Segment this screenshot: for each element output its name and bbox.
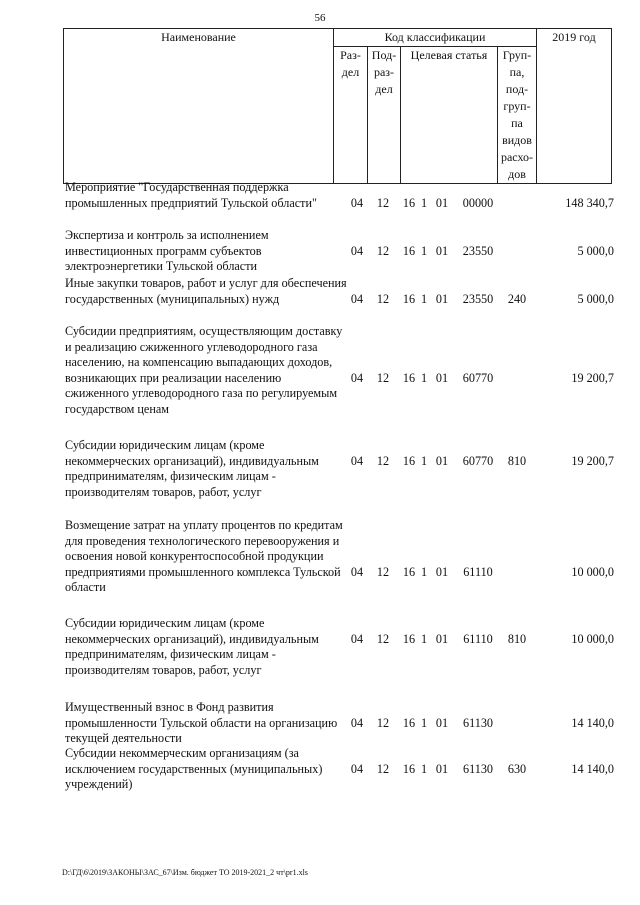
row-code-podrazdel: 12 [376,453,390,468]
row-code-t1: 16 [402,715,416,730]
header-podrazdel: Под- раз- дел [368,47,401,184]
row-name: Экспертиза и контроль за исполнением инвестиционных программ субъектов электроэнергетики Тульской области [65,228,269,273]
row-code-t1: 16 [402,564,416,579]
row-code-t3: 01 [435,453,449,468]
row-code-t4: 61130 [462,761,494,776]
row-code-t2: 1 [420,195,428,210]
row-code-razdel: 04 [350,370,364,385]
row-code-razdel: 04 [350,195,364,210]
header-target: Целевая статья [401,47,498,184]
row-amount: 148 340,7 [565,195,614,210]
row-code-podrazdel: 12 [376,631,390,646]
row-code-t2: 1 [420,761,428,776]
row-code-t2: 1 [420,715,428,730]
row-amount: 10 000,0 [571,631,614,646]
row-code-t3: 01 [435,631,449,646]
row-code-podrazdel: 12 [376,370,390,385]
row-code-t3: 01 [435,715,449,730]
row-amount: 19 200,7 [571,453,614,468]
row-code-razdel: 04 [350,564,364,579]
header-year: 2019 год [537,29,612,184]
row-code-t2: 1 [420,564,428,579]
row-code-podrazdel: 12 [376,195,390,210]
row-code-t3: 01 [435,370,449,385]
classification-table-header [63,28,612,184]
row-code-t3: 01 [435,564,449,579]
row-code-group: 240 [507,291,527,306]
row-name: Субсидии юридическим лицам (кроме некоммерческих организаций), индивидуальным предпринимателям, физическим лицам - производителям товаров, работ, услуг [65,438,319,499]
row-code-t4: 23550 [462,243,494,258]
row-code-razdel: 04 [350,761,364,776]
row-code-t3: 01 [435,291,449,306]
row-amount: 5 000,0 [577,291,614,306]
row-code-t2: 1 [420,631,428,646]
row-code-t1: 16 [402,195,416,210]
row-code-t2: 1 [420,370,428,385]
row-code-razdel: 04 [350,715,364,730]
row-name: Субсидии предприятиям, осуществляющим доставку и реализацию сжиженного углеводородного газа населению, на компенсацию выпадающих доходов, возникающих при реализации населению сжиженного углеводородного газа по регулируемым государством ценам [65,324,343,416]
row-amount: 19 200,7 [571,370,614,385]
row-code-t2: 1 [420,453,428,468]
row-name: Иные закупки товаров, работ и услуг для обеспечения государственных (муниципальных) нужд [65,276,347,306]
row-code-podrazdel: 12 [376,243,390,258]
row-name: Имущественный взнос в Фонд развития промышленности Тульской области на организацию текущей деятельности [65,700,338,745]
row-amount: 5 000,0 [577,243,614,258]
row-code-t1: 16 [402,631,416,646]
row-name: Возмещение затрат на уплату процентов по кредитам для проведения технологического перевооружения и освоения новой конкурентоспособной продукции предприятиями промышленного комплекса Тульской области [65,518,343,594]
row-amount: 14 140,0 [571,715,614,730]
page-number: 56 [314,12,326,24]
row-code-group: 810 [507,453,527,468]
row-amount: 14 140,0 [571,761,614,776]
row-name: Субсидии некоммерческим организациям (за исключением государственных (муниципальных) учреждений) [65,746,323,791]
row-code-t4: 61110 [463,564,493,579]
row-code-podrazdel: 12 [376,715,390,730]
row-code-razdel: 04 [350,453,364,468]
row-code-group: 810 [507,631,527,646]
row-code-podrazdel: 12 [376,761,390,776]
row-code-t4: 61110 [463,631,493,646]
header-group: Груп- па, под- груп- па видов расхо- дов [498,47,537,184]
row-code-podrazdel: 12 [376,291,390,306]
row-code-t1: 16 [402,291,416,306]
row-name: Мероприятие "Государственная поддержка промышленных предприятий Тульской области" [65,180,317,210]
row-code-t3: 01 [435,761,449,776]
row-code-t4: 23550 [462,291,494,306]
row-code-t3: 01 [435,243,449,258]
row-code-t1: 16 [402,761,416,776]
row-code-razdel: 04 [350,631,364,646]
row-code-t4: 60770 [462,453,494,468]
row-code-razdel: 04 [350,243,364,258]
row-amount: 10 000,0 [571,564,614,579]
row-name: Субсидии юридическим лицам (кроме некоммерческих организаций), индивидуальным предпринимателям, физическим лицам - производителям товаров, работ, услуг [65,616,319,677]
row-code-t4: 61130 [462,715,494,730]
row-code-group: 630 [507,761,527,776]
row-code-t1: 16 [402,370,416,385]
row-code-t1: 16 [402,243,416,258]
row-code-razdel: 04 [350,291,364,306]
row-code-t2: 1 [420,243,428,258]
row-code-podrazdel: 12 [376,564,390,579]
header-name: Наименование [64,29,334,184]
row-code-t2: 1 [420,291,428,306]
row-code-t3: 01 [435,195,449,210]
header-razdel: Раз- дел [334,47,368,184]
header-code-group: Код классификации [334,29,537,47]
row-code-t4: 00000 [462,195,494,210]
file-path-footer: D:\ГД\6\2019\ЗАКОНЫ\ЗАС_67\Изм. бюджет ТО 2019-2021_2 чт\pr1.xls [62,868,308,877]
row-code-t4: 60770 [462,370,494,385]
row-code-t1: 16 [402,453,416,468]
